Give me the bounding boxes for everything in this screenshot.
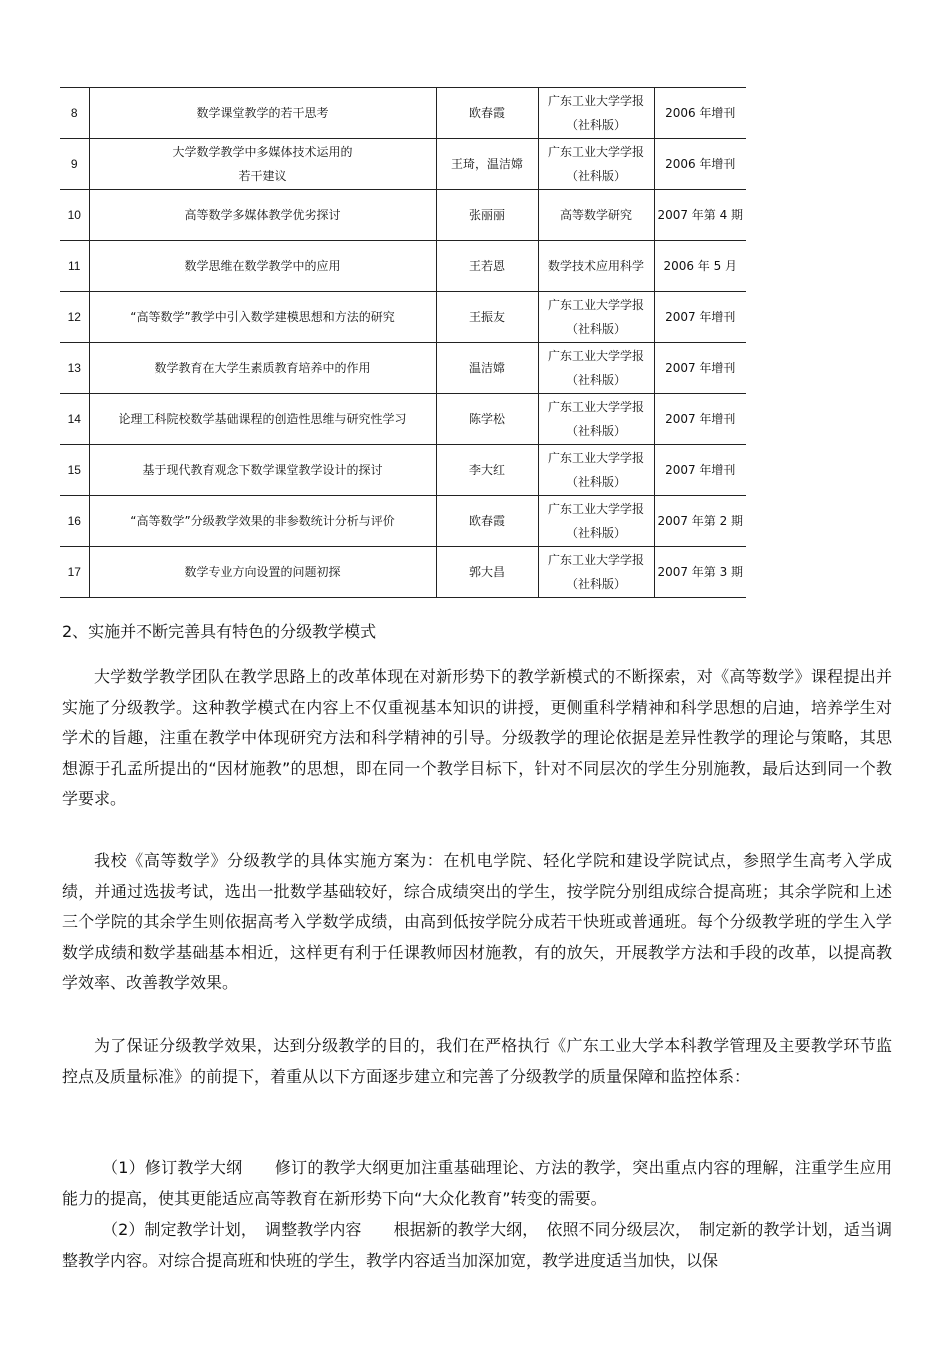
section-heading: 2、实施并不断完善具有特色的分级教学模式 <box>62 622 377 641</box>
paper-title: “高等数学”分级教学效果的非参数统计分析与评价 <box>89 496 436 547</box>
row-number: 15 <box>60 445 89 496</box>
paper-issue: 2006 年 5 月 <box>654 241 746 292</box>
table-row <box>60 394 746 445</box>
paper-title: “高等数学”教学中引入数学建模思想和方法的研究 <box>89 292 436 343</box>
paper-author: 王琦，温洁嫦 <box>436 139 538 190</box>
row-number: 14 <box>60 394 89 445</box>
row-number: 12 <box>60 292 89 343</box>
row-number: 8 <box>60 88 89 139</box>
paper-issue: 2007 年增刊 <box>654 445 746 496</box>
paper-author: 张丽丽 <box>436 190 538 241</box>
paper-table <box>60 87 746 598</box>
paragraph-2: 我校《高等数学》分级教学的具体实施方案为：在机电学院、轻化学院和建设学院试点，参照学生高考入学成绩，并通过选拔考试，选出一批数学基础较好，综合成绩突出的学生，按学院分别组成综合提高班；其余学院和上述三个学院的其余学生则依据高考入学数学成绩，由高到低按学院分成若干快班或普通班。每个分级教学班的学生入学数学成绩和数学基础基本相近，这样更有利于任课教师因材施教，有的放矢，开展教学方法和手段的改革，以提高教学效率、改善教学效果。 <box>62 851 892 992</box>
paragraph-4: （1）修订教学大纲 修订的教学大纲更加注重基础理论、方法的教学，突出重点内容的理解，注重学生应用能力的提高，使其更能适应高等教育在新形势下向“大众化教育”转变的需要。 <box>62 1158 892 1208</box>
paper-issue: 2006 年增刊 <box>654 139 746 190</box>
paper-journal: 广东工业大学学报 （社科版） <box>538 496 654 547</box>
paragraph-5: （2）制定教学计划， 调整教学内容 根据新的教学大纲， 依照不同分级层次， 制定新的教学计划，适当调整教学内容。对综合提高班和快班的学生，教学内容适当加深加宽，教学进度适当加快，以保 <box>62 1220 892 1270</box>
table-row <box>60 547 746 598</box>
paper-journal: 广东工业大学学报 （社科版） <box>538 547 654 598</box>
table-row <box>60 343 746 394</box>
table-row <box>60 496 746 547</box>
paper-title: 大学数学教学中多媒体技术运用的 若干建议 <box>89 139 436 190</box>
table-row <box>60 292 746 343</box>
paper-title: 数学教育在大学生素质教育培养中的作用 <box>89 343 436 394</box>
paper-issue: 2007 年第 2 期 <box>654 496 746 547</box>
paper-title: 基于现代教育观念下数学课堂教学设计的探讨 <box>89 445 436 496</box>
paper-author: 欧春霞 <box>436 88 538 139</box>
paper-table-body <box>60 88 746 598</box>
row-number: 10 <box>60 190 89 241</box>
paper-issue: 2007 年第 4 期 <box>654 190 746 241</box>
paper-journal: 广东工业大学学报 （社科版） <box>538 88 654 139</box>
paper-journal: 高等数学研究 <box>538 190 654 241</box>
paragraph-3: 为了保证分级教学效果，达到分级教学的目的，我们在严格执行《广东工业大学本科教学管理及主要教学环节监控点及质量标准》的前提下，着重从以下方面逐步建立和完善了分级教学的质量保障和监控体系： <box>62 1036 892 1086</box>
paper-issue: 2007 年第 3 期 <box>654 547 746 598</box>
paper-title: 高等数学多媒体教学优劣探讨 <box>89 190 436 241</box>
table-row <box>60 88 746 139</box>
table-row <box>60 190 746 241</box>
paper-author: 王振友 <box>436 292 538 343</box>
paper-issue: 2007 年增刊 <box>654 343 746 394</box>
paper-author: 郭大昌 <box>436 547 538 598</box>
paper-journal: 广东工业大学学报 （社科版） <box>538 343 654 394</box>
paper-author: 温洁嫦 <box>436 343 538 394</box>
paper-title: 论理工科院校数学基础课程的创造性思维与研究性学习 <box>89 394 436 445</box>
paper-journal: 广东工业大学学报 （社科版） <box>538 139 654 190</box>
table-row <box>60 139 746 190</box>
paper-title: 数学专业方向设置的问题初探 <box>89 547 436 598</box>
paper-title: 数学思维在数学教学中的应用 <box>89 241 436 292</box>
row-number: 9 <box>60 139 89 190</box>
paper-issue: 2007 年增刊 <box>654 394 746 445</box>
paper-author: 王若恩 <box>436 241 538 292</box>
paper-journal: 广东工业大学学报 （社科版） <box>538 445 654 496</box>
paper-title: 数学课堂教学的若干思考 <box>89 88 436 139</box>
paper-issue: 2007 年增刊 <box>654 292 746 343</box>
row-number: 13 <box>60 343 89 394</box>
paper-author: 陈学松 <box>436 394 538 445</box>
row-number: 17 <box>60 547 89 598</box>
paper-author: 李大红 <box>436 445 538 496</box>
row-number: 11 <box>60 241 89 292</box>
paper-journal: 数学技术应用科学 <box>538 241 654 292</box>
paragraph-1: 大学数学教学团队在教学思路上的改革体现在对新形势下的教学新模式的不断探索，对《高等数学》课程提出并实施了分级教学。这种教学模式在内容上不仅重视基本知识的讲授，更侧重科学精神和科学思想的启迪，培养学生对学术的旨趣，注重在教学中体现研究方法和科学精神的引导。分级教学的理论依据是差异性教学的理论与策略，其思想源于孔孟所提出的“因材施教”的思想，即在同一个教学目标下，针对不同层次的学生分别施教，最后达到同一个教学要求。 <box>62 667 892 808</box>
paper-author: 欧春霞 <box>436 496 538 547</box>
table-row <box>60 445 746 496</box>
paper-journal: 广东工业大学学报 （社科版） <box>538 394 654 445</box>
table-row <box>60 241 746 292</box>
row-number: 16 <box>60 496 89 547</box>
paper-journal: 广东工业大学学报 （社科版） <box>538 292 654 343</box>
paper-issue: 2006 年增刊 <box>654 88 746 139</box>
